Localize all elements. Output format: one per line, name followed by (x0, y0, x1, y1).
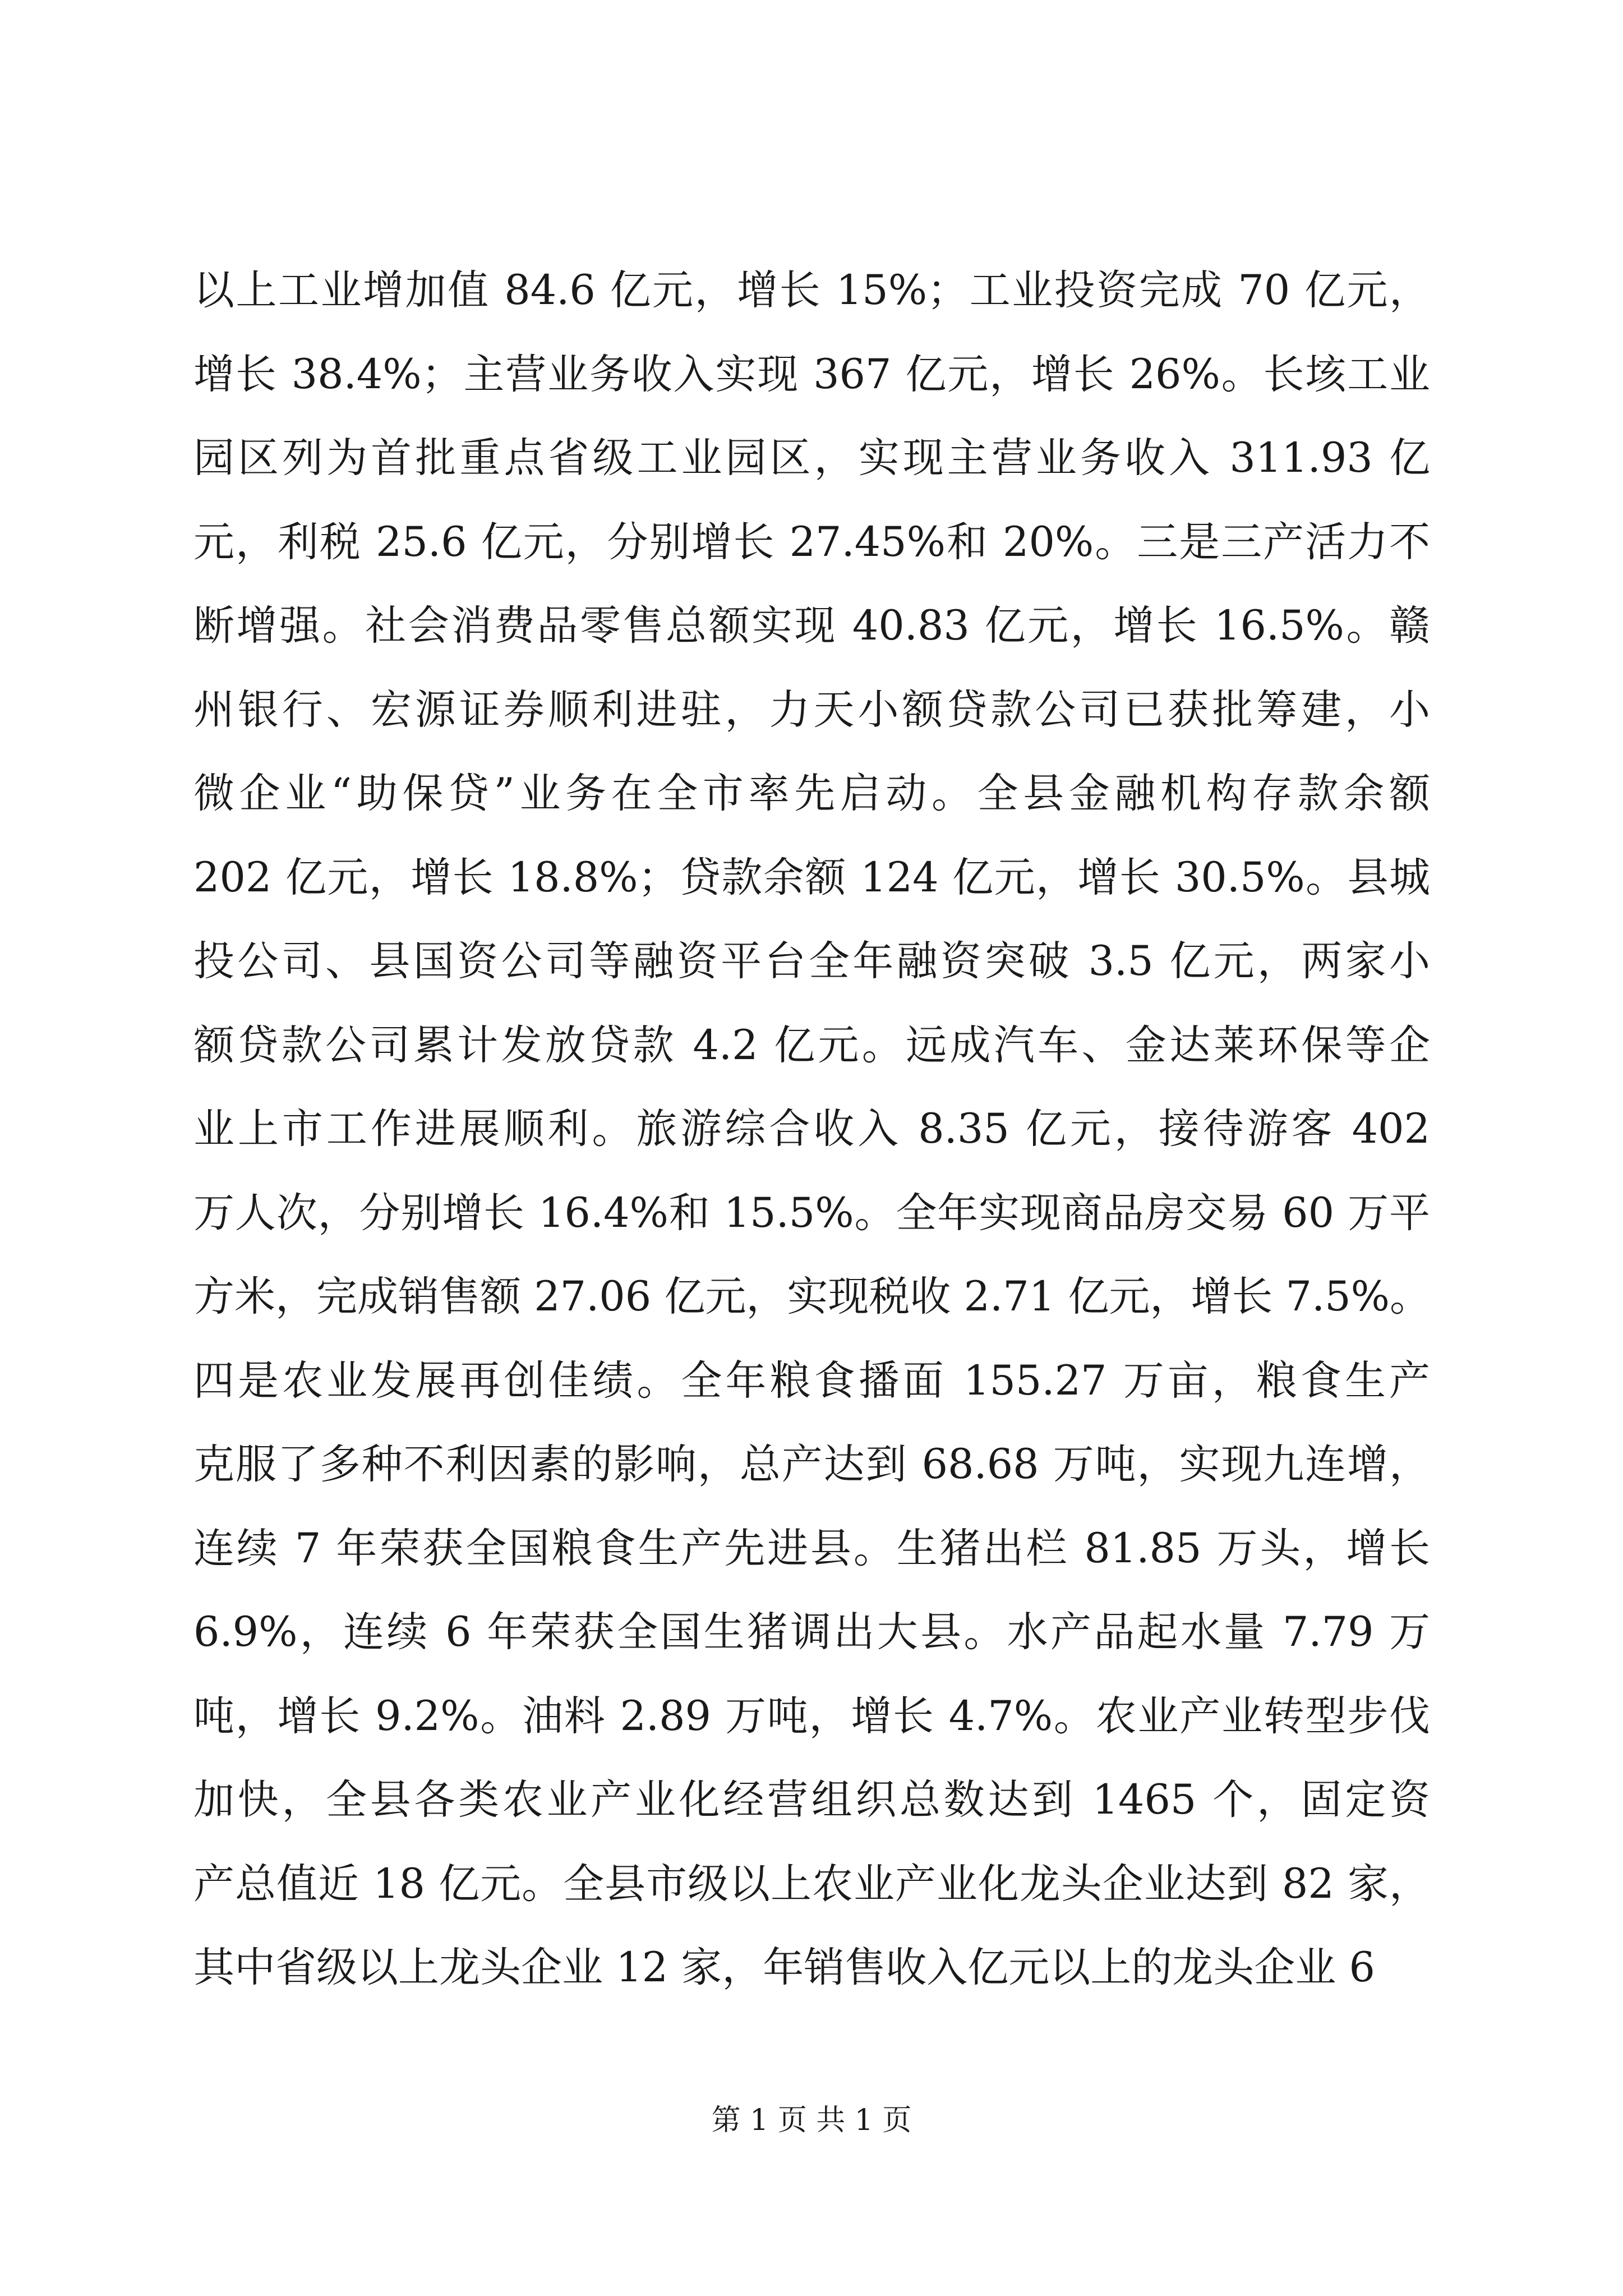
text-line: 投公司、县国资公司等融资平台全年融资突破 3.5 亿元，两家小 (193, 937, 1430, 985)
text-line: 元，利税 25.6 亿元，分别增长 27.45%和 20%。三是三产活力不 (193, 518, 1430, 566)
text-line: 连续 7 年荣获全国粮食生产先进县。生猪出栏 81.85 万头，增长 (193, 1524, 1430, 1572)
text-line: 额贷款公司累计发放贷款 4.2 亿元。远成汽车、金达莱环保等企 (193, 1021, 1430, 1069)
text-line: 202 亿元，增长 18.8%；贷款余额 124 亿元，增长 30.5%。县城 (193, 853, 1430, 901)
text-line: 以上工业增加值 84.6 亿元，增长 15%；工业投资完成 70 亿元， (193, 266, 1430, 314)
body-text (193, 249, 1430, 2010)
text-line: 园区列为首批重点省级工业园区，实现主营业务收入 311.93 亿 (193, 434, 1430, 482)
text-line: 州银行、宏源证券顺利进驻，力天小额贷款公司已获批筹建，小 (193, 685, 1430, 734)
text-line: 方米，完成销售额 27.06 亿元，实现税收 2.71 亿元，增长 7.5%。 (193, 1273, 1431, 1320)
text-line: 业上市工作进展顺利。旅游综合收入 8.35 亿元，接待游客 402 (193, 1105, 1430, 1153)
text-line: 其中省级以上龙头企业 12 家，年销售收入亿元以上的龙头企业 6 (193, 1944, 1375, 1991)
text-line: 四是农业发展再创佳绩。全年粮食播面 155.27 万亩，粮食生产 (193, 1356, 1430, 1405)
text-line: 断增强。社会消费品零售总额实现 40.83 亿元，增长 16.5%。赣 (193, 602, 1430, 650)
text-line: 万人次，分别增长 16.4%和 15.5%。全年实现商品房交易 60 万平 (193, 1189, 1430, 1237)
text-line: 吨，增长 9.2%。油料 2.89 万吨，增长 4.7%。农业产业转型步伐 (193, 1692, 1430, 1740)
text-line: 克服了多种不利因素的影响，总产达到 68.68 万吨，实现九连增， (193, 1441, 1430, 1488)
text-line: 6.9%，连续 6 年荣获全国生猪调出大县。水产品起水量 7.79 万 (193, 1608, 1430, 1656)
text-line: 加快，全县各类农业产业化经营组织总数达到 1465 个，固定资 (193, 1776, 1430, 1824)
text-line: 微企业“助保贷”业务在全市率先启动。全县金融机构存款余额 (193, 770, 1430, 817)
text-line: 增长 38.4%；主营业务收入实现 367 亿元，增长 26%。长垓工业 (193, 350, 1430, 398)
text-line: 产总值近 18 亿元。全县市级以上农业产业化龙头企业达到 82 家， (193, 1860, 1430, 1908)
page-number-footer: 第 1 页 共 1 页 (711, 2104, 912, 2137)
